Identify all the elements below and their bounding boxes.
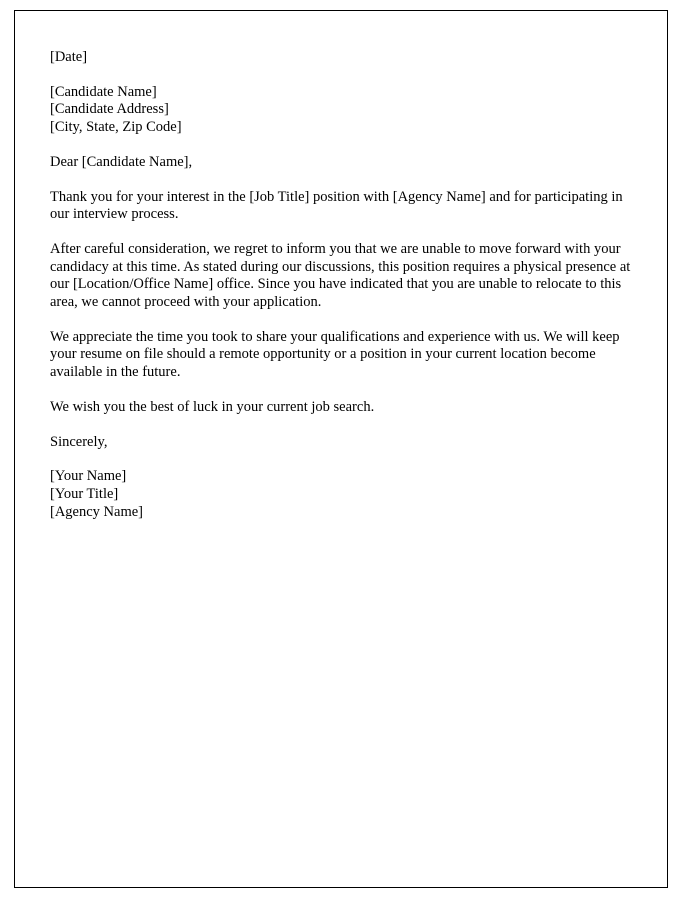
paragraph-appreciation: We appreciate the time you took to share your qualifications and experience with us. We will keep your resume on file should a remote opportunity or a position in your current location become available in the future. xyxy=(50,328,620,381)
signature-agency: [Agency Name] xyxy=(50,503,143,520)
paragraph-well-wishes: We wish you the best of luck in your current job search. xyxy=(50,398,375,415)
salutation: Dear [Candidate Name], xyxy=(50,153,193,170)
letter-page xyxy=(14,10,668,888)
recipient-city-state-zip: [City, State, Zip Code] xyxy=(50,119,182,136)
recipient-name: [Candidate Name] xyxy=(50,83,157,100)
paragraph-thank-you: Thank you for your interest in the [Job Title] position with [Agency Name] and for participating in our interview process. xyxy=(50,188,623,223)
recipient-address: [Candidate Address] xyxy=(50,101,169,118)
signature-name: [Your Name] xyxy=(50,468,127,485)
letter-date: [Date] xyxy=(50,49,88,65)
paragraph-rejection-reason: After careful consideration, we regret to inform you that we are unable to move forward with your candidacy at this time. As stated during our discussions, this position requires a physical presence at our [Location/Office Name] office. Since you have indicated that you are unable to relocate to this area, we cannot proceed with your application. xyxy=(50,240,631,311)
signature-title: [Your Title] xyxy=(50,485,119,502)
signature-block xyxy=(50,468,633,521)
recipient-address-block xyxy=(50,84,633,137)
letter-content xyxy=(15,11,667,521)
closing: Sincerely, xyxy=(50,433,108,450)
